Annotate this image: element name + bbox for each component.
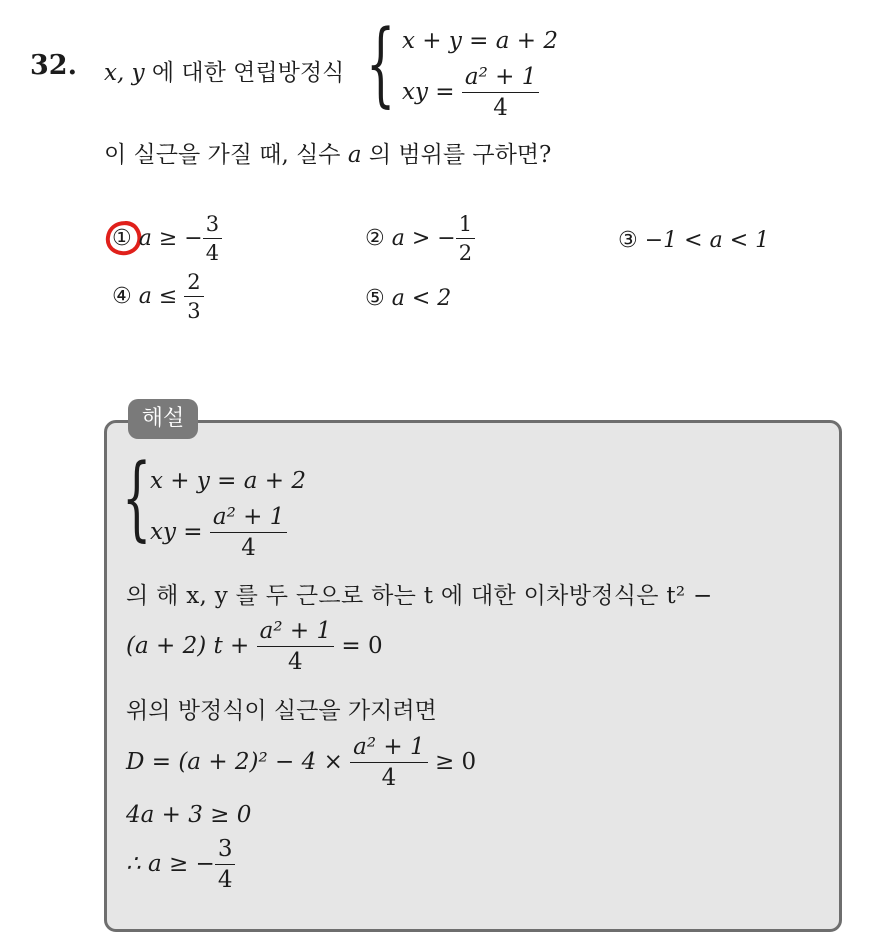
choice-1-denominator: 4 — [205, 241, 220, 265]
choice-5[interactable] — [365, 286, 451, 311]
eq2-fraction — [462, 66, 539, 120]
solution-line-5: 4a + 3 ≥ 0 — [126, 802, 252, 828]
solution-eq2-numerator: a² + 1 — [210, 506, 287, 533]
solution-eq2 — [150, 506, 287, 560]
intro-vars: x, y — [104, 60, 145, 86]
choice-4-lhs: a ≤ — [138, 284, 178, 309]
question-var: a — [347, 142, 362, 168]
line4-fraction — [350, 736, 427, 790]
intro-text: 에 대한 연립방정식 — [151, 60, 345, 86]
eq2-left: xy = — [402, 79, 455, 105]
question-pre: 이 실근을 가질 때, 실수 — [104, 142, 341, 168]
line2-right: = 0 — [341, 633, 383, 659]
solution-line-3: 위의 방정식이 실근을 가지려면 — [126, 698, 437, 724]
solution-eq2-left: xy = — [150, 519, 203, 545]
choice-3-expr: −1 < a < 1 — [644, 228, 770, 253]
eq2-denominator: 4 — [493, 95, 508, 121]
line2-denominator: 4 — [288, 649, 303, 675]
system-eq1: x + y = a + 2 — [402, 28, 558, 54]
line4-numerator: a² + 1 — [350, 736, 427, 763]
solution-system-brace: { — [122, 444, 152, 551]
line4-left: D = (a + 2)² − 4 × — [126, 749, 343, 775]
choice-2-denominator: 2 — [458, 241, 473, 265]
system-eq2 — [402, 66, 539, 120]
choice-1-lhs: a ≥ − — [138, 226, 203, 251]
line2-left: (a + 2) t + — [126, 633, 250, 659]
problem-number: 32. — [30, 50, 77, 81]
line6-denominator: 4 — [217, 867, 233, 893]
choice-1[interactable] — [112, 214, 222, 264]
question-post: 의 범위를 구하면? — [368, 142, 552, 168]
line4-denominator: 4 — [381, 765, 397, 791]
solution-line-1: 의 해 x, y 를 두 근으로 하는 t 에 대한 이차방정식은 t² − — [126, 583, 713, 609]
choice-2-numerator: 1 — [456, 214, 475, 239]
solution-eq2-fraction — [210, 506, 287, 560]
choice-1-fraction — [203, 214, 222, 264]
line2-fraction — [257, 620, 334, 674]
choice-2[interactable] — [365, 214, 475, 264]
solution-line-2 — [126, 620, 383, 674]
eq2-numerator: a² + 1 — [462, 66, 539, 93]
choice-2-lhs: a > − — [391, 226, 456, 251]
line6-left: ∴ a ≥ − — [126, 851, 215, 877]
choice-3-number: ③ — [618, 228, 638, 253]
system-brace: { — [366, 10, 396, 117]
problem-question — [104, 136, 551, 169]
line6-fraction — [215, 838, 236, 892]
choice-4-numerator: 2 — [184, 272, 203, 297]
solution-eq2-denominator: 4 — [241, 535, 256, 561]
choice-1-number: ① — [112, 226, 132, 251]
choice-5-number: ⑤ — [365, 286, 385, 311]
solution-line-6 — [126, 838, 235, 892]
choice-4-number: ④ — [112, 284, 132, 309]
choice-3[interactable] — [618, 228, 769, 253]
choice-2-number: ② — [365, 226, 385, 251]
line6-numerator: 3 — [215, 838, 236, 865]
choice-2-fraction — [456, 214, 475, 264]
choice-5-expr: a < 2 — [391, 286, 452, 311]
line4-right: ≥ 0 — [434, 749, 477, 775]
solution-label: 해설 — [128, 399, 198, 439]
choice-4[interactable] — [112, 272, 204, 322]
choice-1-numerator: 3 — [203, 214, 222, 239]
choice-4-denominator: 3 — [187, 299, 201, 323]
line2-numerator: a² + 1 — [257, 620, 334, 647]
solution-line-4 — [126, 736, 476, 790]
solution-eq1: x + y = a + 2 — [150, 468, 306, 494]
problem-intro — [104, 54, 344, 87]
choice-4-fraction — [184, 272, 203, 322]
